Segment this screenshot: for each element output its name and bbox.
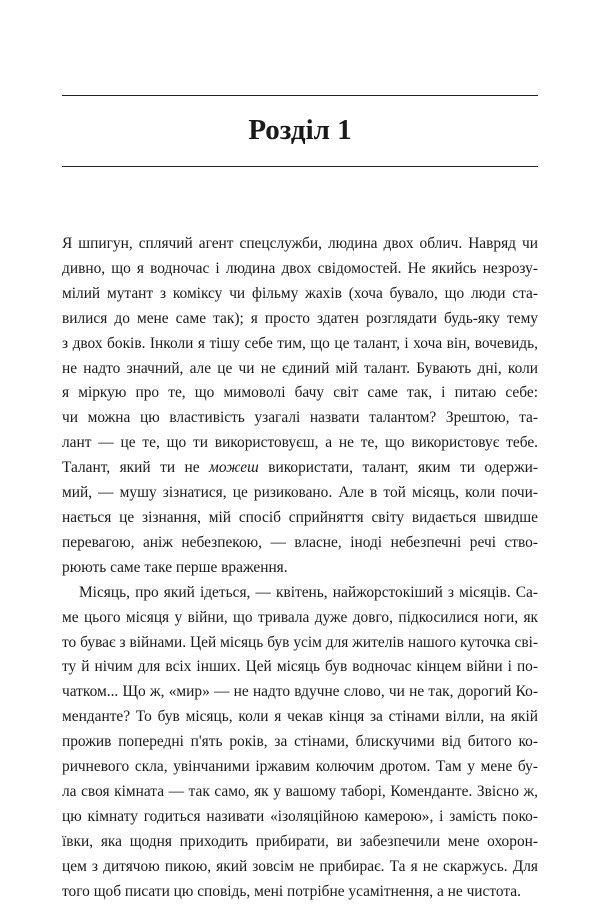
text-line: [62, 655, 538, 680]
text-line: [62, 481, 538, 506]
text-segment: я міркую про те, що мимоволі бачу світ саме так, і питаю себе:: [62, 384, 538, 402]
text-segment: Я шпигун, сплячий агент спецслужби, людина двох облич. Навряд чи: [62, 235, 538, 252]
text-line: [62, 357, 538, 382]
text-line: [62, 705, 538, 730]
top-rule: [62, 95, 538, 96]
text-line: [62, 755, 538, 780]
text-segment: нається це зізнання, мій спосіб сприйняття світу видається швидше: [62, 508, 538, 526]
paragraph: [62, 232, 538, 581]
chapter-title: Розділ 1: [248, 114, 352, 146]
text-line: [62, 606, 538, 631]
text-segment: ївки, яка щодня приходить прибирати, ви забезпечили мене охорон-: [62, 832, 538, 850]
text-segment: лант — це те, що ти використовуєш, а не те, що використовує тебе.: [62, 434, 538, 452]
paragraph: [62, 581, 538, 904]
text-segment: дивно, що я водночас і людина двох свідомостей. Не якийсь незрозу-: [62, 259, 538, 277]
text-line: [62, 581, 538, 606]
text-segment: вилися до мене саме так); я просто здатен розглядати будь-яку тему: [62, 309, 538, 327]
text-line: [62, 880, 538, 904]
body-text: [62, 232, 538, 904]
text-segment: прожив попередні п'ять років, за стінами, блискучими від битого ко-: [62, 733, 538, 751]
text-segment: Місяць, про який ідеться, — квітень, найжорстокіший з місяців. Са-: [79, 583, 538, 601]
text-segment: з двох боків. Інколи я тішу себе тим, що це талант, і хоча він, вочевидь,: [62, 334, 538, 352]
emphasis: можеш: [209, 459, 259, 477]
text-segment: мілий мутант з коміксу чи фільму жахів (хоча бувало, що люди ста-: [62, 284, 538, 302]
text-segment: ричневого скла, увінчаними іржавим колючим дротом. Там у мене бу-: [62, 758, 538, 776]
text-line: [62, 282, 538, 307]
text-line: [62, 830, 538, 855]
text-segment: мий, — мушу зізнатися, це ризиковано. Але в той місяць, коли почи-: [62, 484, 538, 502]
text-segment: чи можна цю властивість узагалі назвати талантом? Зрештою, та-: [62, 409, 538, 427]
text-segment: цем з дитячою пикою, який зовсім не прибирає. Та я не скаржусь. Для: [62, 857, 538, 875]
text-line: [62, 257, 538, 282]
text-segment: перевагою, аніж небезпекою, — власне, іноді небезпечні речі ство-: [62, 533, 538, 551]
text-line: [62, 456, 538, 481]
text-line: [62, 855, 538, 880]
text-line: [62, 431, 538, 456]
text-line: [62, 506, 538, 531]
text-segment: ту й нічим для всіх інших. Цей місяць був водночас кінцем війни і по-: [62, 658, 538, 676]
text-segment: цю кімнату годиться називати «ізоляційною камерою», і замість поко-: [62, 807, 538, 825]
text-line: [62, 332, 538, 357]
text-line: [62, 556, 538, 581]
text-segment: того щоб писати цю сповідь, мені потрібне усамітнення, а не чистота.: [62, 882, 521, 900]
text-line: [62, 406, 538, 431]
text-segment: не надто значний, але це чи не єдиний мій талант. Бувають дні, коли: [62, 359, 538, 377]
text-line: [62, 631, 538, 656]
text-segment: рюють саме таке перше враження.: [62, 558, 288, 576]
text-segment: менданте? То був місяць, коли я чекав кінця за стінами вілли, на якій: [62, 708, 538, 726]
text-line: [62, 805, 538, 830]
text-line: [62, 531, 538, 556]
text-segment: ла своя кімната — так само, як у вашому таборі, Коменданте. Звісно ж,: [62, 782, 538, 800]
text-segment: ме цього місяця у війни, що тривала дуже довго, підкосилися ноги, як: [62, 608, 538, 626]
text-line: [62, 680, 538, 705]
text-segment: використати, талант, яким ти одержи-: [258, 459, 538, 477]
text-line: [62, 232, 538, 257]
text-segment: то буває з війнами. Цей місяць був усім для жителів нашого куточка сві-: [62, 633, 538, 651]
text-segment: чатком... Що ж, «мир» — не надто вдучне слово, чи не так, дорогий Ко-: [62, 683, 538, 701]
text-segment: Талант, який ти не: [62, 459, 210, 477]
bottom-rule: [62, 166, 538, 167]
text-line: [62, 381, 538, 406]
text-line: [62, 780, 538, 805]
text-line: [62, 730, 538, 755]
text-line: [62, 307, 538, 332]
